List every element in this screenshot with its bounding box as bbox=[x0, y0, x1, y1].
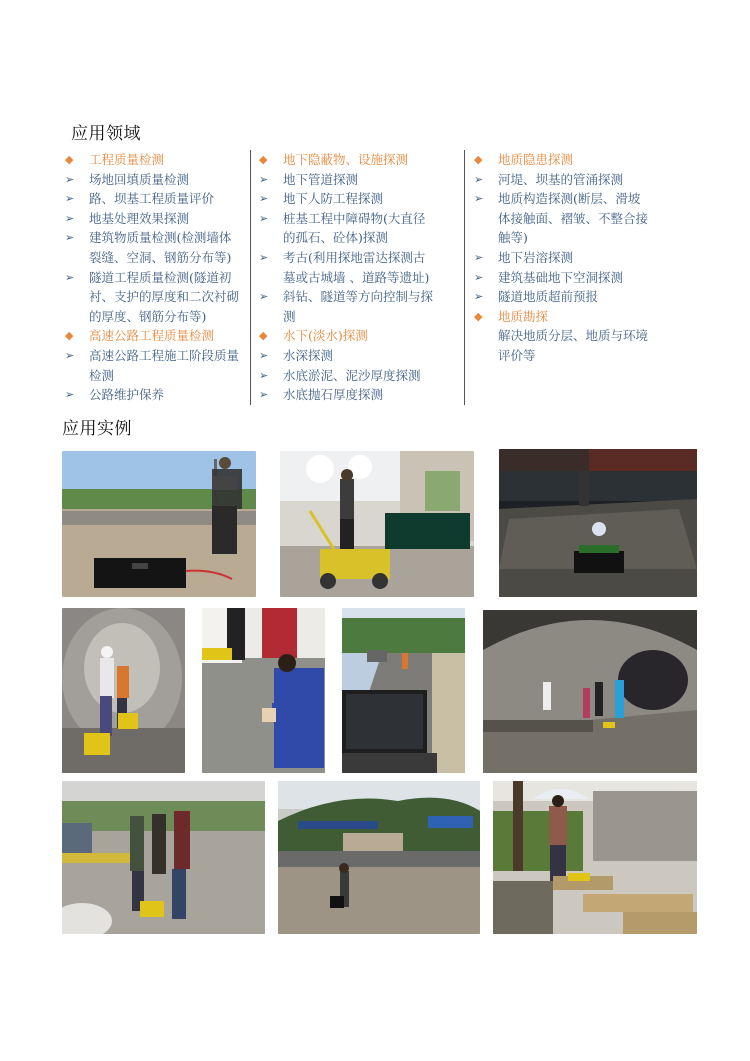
category-heading bbox=[61, 326, 239, 346]
category-heading bbox=[61, 150, 239, 170]
list-item-text: 公路维护保养 bbox=[89, 387, 165, 403]
arrow-bullet-icon: ➢ bbox=[65, 211, 75, 225]
wall-scan-photo bbox=[202, 608, 325, 773]
lobby-gpr-cart-photo bbox=[280, 451, 474, 597]
list-item bbox=[61, 228, 239, 267]
arrow-bullet-icon: ➢ bbox=[474, 270, 484, 284]
list-item bbox=[61, 346, 239, 385]
list-item bbox=[61, 189, 239, 209]
highway-laptop-photo bbox=[342, 608, 465, 773]
arrow-bullet-icon: ➢ bbox=[259, 250, 269, 264]
night-trench-photo bbox=[499, 449, 697, 597]
list-item-text: 水深探测 bbox=[283, 347, 334, 363]
list-item-text: 桩基工程中障碍物(大直径的孤石、砼体)探测 bbox=[283, 210, 426, 246]
fields-title: 应用领域 bbox=[71, 124, 141, 144]
list-item bbox=[255, 189, 433, 209]
category-heading bbox=[470, 150, 648, 170]
arrow-bullet-icon: ➢ bbox=[259, 172, 269, 186]
arrow-bullet-icon: ➢ bbox=[474, 172, 484, 186]
list-item-text: 路、坝基工程质量评价 bbox=[89, 191, 215, 207]
list-item-text: 建筑基础地下空洞探测 bbox=[498, 269, 624, 285]
arrow-bullet-icon: ➢ bbox=[259, 290, 269, 304]
column-engineering bbox=[61, 150, 239, 405]
list-item-text: 高速公路工程质量检测 bbox=[89, 328, 215, 344]
category-heading bbox=[470, 307, 648, 327]
list-item-text: 地质构造探测(断层、滑坡体接触面、褶皱、不整合接触等) bbox=[498, 191, 649, 246]
examples-title: 应用实例 bbox=[62, 419, 132, 439]
column-underground bbox=[255, 150, 433, 405]
list-item-text: 水底淤泥、泥沙厚度探测 bbox=[283, 367, 421, 383]
diamond-bullet-icon: ◆ bbox=[259, 153, 268, 166]
arrow-bullet-icon: ➢ bbox=[259, 348, 269, 362]
list-item-text: 水下(淡水)探测 bbox=[283, 328, 368, 344]
tunnel-team-photo bbox=[483, 610, 697, 773]
list-item bbox=[470, 248, 648, 268]
list-item-text: 考古(利用探地雷达探测古墓或古城墙 、道路等遗址) bbox=[283, 249, 430, 285]
list-item bbox=[255, 346, 433, 366]
list-item-text: 隧道工程质量检测(隧道初衬、支护的厚度和二次衬砌的厚度、钢筋分布等) bbox=[89, 269, 240, 324]
arrow-bullet-icon: ➢ bbox=[65, 172, 75, 186]
diamond-bullet-icon: ◆ bbox=[65, 153, 74, 166]
list-item-text: 建筑物质量检测(检测墙体裂缝、空洞、钢筋分布等) bbox=[89, 230, 232, 265]
list-item-text: 隧道地质超前预报 bbox=[498, 289, 599, 305]
column-divider bbox=[464, 150, 465, 405]
list-item bbox=[255, 248, 433, 287]
arrow-bullet-icon: ➢ bbox=[259, 368, 269, 382]
arrow-bullet-icon: ➢ bbox=[65, 231, 75, 245]
list-item-text: 工程质量检测 bbox=[89, 152, 165, 167]
list-item-text: 地下管道探测 bbox=[283, 171, 359, 187]
column-divider bbox=[250, 150, 251, 405]
list-item bbox=[61, 268, 239, 327]
list-item bbox=[255, 385, 433, 405]
arrow-bullet-icon: ➢ bbox=[65, 270, 75, 284]
arrow-bullet-icon: ➢ bbox=[65, 348, 75, 362]
list-item bbox=[61, 170, 239, 190]
diamond-bullet-icon: ◆ bbox=[474, 309, 483, 323]
list-item-text: 地下人防工程探测 bbox=[283, 191, 384, 207]
list-item-text: 水底抛石厚度探测 bbox=[283, 387, 384, 403]
list-item-text: 地质勘探 bbox=[498, 308, 549, 324]
road-survey-photo bbox=[62, 451, 256, 597]
list-item bbox=[470, 268, 648, 288]
list-item bbox=[470, 287, 648, 307]
arrow-bullet-icon: ➢ bbox=[259, 388, 269, 402]
list-item bbox=[255, 170, 433, 190]
arrow-bullet-icon: ➢ bbox=[259, 211, 269, 225]
field-umbrella-photo bbox=[493, 781, 697, 934]
list-item-text: 场地回填质量检测 bbox=[89, 171, 190, 187]
list-item bbox=[470, 326, 648, 365]
arrow-bullet-icon: ➢ bbox=[259, 192, 269, 206]
category-heading bbox=[255, 326, 433, 346]
list-item-text: 斜钻、隧道等方向控制与探测 bbox=[283, 289, 434, 324]
column-geology bbox=[470, 150, 648, 366]
list-item bbox=[255, 287, 433, 326]
diamond-bullet-icon: ◆ bbox=[474, 153, 483, 166]
list-item-text: 地质隐患探测 bbox=[498, 152, 574, 167]
tunnel-portal-photo bbox=[278, 781, 480, 934]
list-item bbox=[255, 209, 433, 248]
list-item bbox=[61, 385, 239, 405]
list-item bbox=[255, 366, 433, 386]
list-item-text: 河堤、坝基的管涌探测 bbox=[498, 171, 624, 187]
list-item bbox=[61, 209, 239, 229]
diamond-bullet-icon: ◆ bbox=[259, 329, 268, 343]
diamond-bullet-icon: ◆ bbox=[65, 329, 74, 343]
tunnel-wall-inspection-photo bbox=[62, 608, 185, 773]
list-item bbox=[470, 170, 648, 190]
arrow-bullet-icon: ➢ bbox=[474, 192, 484, 206]
street-team-photo bbox=[62, 781, 265, 934]
list-item-text: 地下岩溶探测 bbox=[498, 249, 574, 265]
arrow-bullet-icon: ➢ bbox=[474, 290, 484, 304]
list-item-text: 地下隐蔽物、设施探测 bbox=[283, 152, 409, 167]
list-item-text: 高速公路工程施工阶段质量检测 bbox=[89, 347, 240, 383]
category-heading bbox=[255, 150, 433, 170]
list-item bbox=[470, 189, 648, 248]
list-item-text: 地基处理效果探测 bbox=[89, 210, 190, 226]
arrow-bullet-icon: ➢ bbox=[474, 250, 484, 264]
arrow-bullet-icon: ➢ bbox=[65, 192, 75, 206]
list-item-text: 解决地质分层、地质与环境评价等 bbox=[498, 328, 649, 363]
arrow-bullet-icon: ➢ bbox=[65, 388, 75, 402]
